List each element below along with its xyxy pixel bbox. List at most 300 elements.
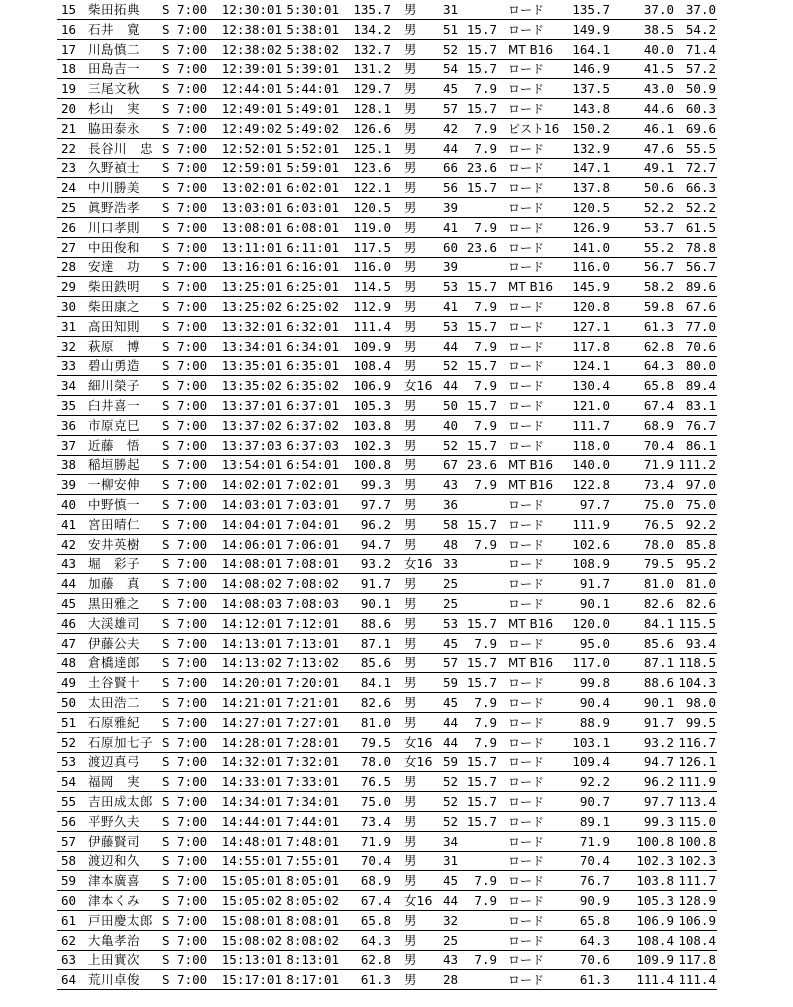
- finish-time: 12:52:01: [221, 140, 282, 156]
- finish-time: 14:12:01: [221, 615, 282, 631]
- handicap-value: 15.7: [466, 398, 497, 413]
- score-1: 55.2: [643, 239, 674, 255]
- finish-time: 15:13:01: [221, 952, 282, 968]
- score-1: 38.5: [643, 21, 674, 37]
- elapsed-time: 5:49:01: [286, 101, 339, 116]
- handicap-value: 7.9: [474, 477, 497, 493]
- age: 44: [443, 378, 459, 394]
- bike-type: ロード: [508, 418, 545, 433]
- start-time: S 7:00: [162, 398, 208, 413]
- elapsed-time: 5:59:01: [286, 160, 339, 176]
- start-time: S 7:00: [162, 318, 208, 334]
- score-2: 97.0: [685, 477, 716, 493]
- start-time: S 7:00: [162, 774, 208, 790]
- finish-time: 14:32:01: [221, 754, 282, 770]
- elapsed-time: 6:35:01: [286, 358, 339, 374]
- start-time: S 7:00: [162, 160, 208, 176]
- score-2: 93.4: [685, 635, 716, 651]
- score-1: 75.0: [643, 497, 674, 512]
- start-time: S 7:00: [162, 437, 208, 453]
- adjusted-value: 90.9: [579, 893, 610, 908]
- rider-name: 大渓雄司: [88, 615, 141, 631]
- bike-type: ロード: [508, 775, 545, 790]
- finish-time: 14:13:01: [221, 635, 282, 651]
- handicap-value: 15.7: [466, 358, 497, 374]
- handicap-value: 15.7: [466, 180, 497, 196]
- table-row: [0, 218, 793, 238]
- bike-type: ロード: [508, 339, 545, 354]
- bib-number: 30: [61, 299, 77, 314]
- rider-name: 眞野浩孝: [88, 200, 141, 215]
- rider-name: 渡辺和久: [88, 853, 141, 869]
- bike-type: ロード: [508, 319, 545, 334]
- bib-number: 50: [61, 695, 77, 710]
- score-1: 46.1: [643, 120, 674, 136]
- handicap-value: 15.7: [466, 437, 497, 453]
- score-2: 98.0: [685, 695, 716, 710]
- rider-name: 倉橋達郎: [88, 655, 141, 671]
- speed-value: 65.8: [360, 912, 391, 928]
- start-time: S 7:00: [162, 200, 208, 215]
- bike-type: ロード: [508, 438, 545, 453]
- adjusted-value: 150.2: [572, 120, 610, 136]
- age: 59: [443, 675, 459, 691]
- table-row: [0, 653, 793, 673]
- bike-type: ロード: [508, 894, 545, 908]
- age: 57: [443, 101, 459, 116]
- elapsed-time: 6:02:01: [286, 180, 339, 196]
- bike-type: MT B16: [508, 458, 553, 473]
- sex-class: 男: [404, 655, 417, 671]
- elapsed-time: 7:27:01: [286, 714, 339, 730]
- handicap-value: 23.6: [466, 457, 497, 473]
- age: 44: [443, 714, 459, 730]
- score-1: 93.2: [643, 734, 674, 750]
- score-2: 89.6: [685, 279, 716, 295]
- handicap-value: 7.9: [474, 219, 497, 235]
- score-1: 44.6: [643, 101, 674, 116]
- score-1: 41.5: [643, 61, 674, 77]
- speed-value: 129.7: [353, 81, 391, 97]
- age: 44: [443, 338, 459, 354]
- finish-time: 14:03:01: [221, 497, 282, 512]
- finish-time: 13:32:01: [221, 318, 282, 334]
- bike-type: ロード: [508, 854, 545, 869]
- rider-name: 一柳安伸: [88, 477, 141, 493]
- adjusted-value: 122.8: [572, 477, 610, 493]
- score-1: 84.1: [643, 615, 674, 631]
- sex-class: 男: [404, 338, 417, 354]
- finish-time: 14:44:01: [221, 813, 282, 829]
- speed-value: 116.0: [353, 259, 391, 275]
- handicap-value: 7.9: [474, 952, 497, 968]
- start-time: S 7:00: [162, 259, 208, 275]
- table-row: [0, 891, 793, 911]
- speed-value: 67.4: [360, 893, 391, 908]
- speed-value: 76.5: [360, 774, 391, 790]
- adjusted-value: 103.1: [572, 734, 610, 750]
- speed-value: 84.1: [360, 675, 391, 691]
- elapsed-time: 6:25:01: [286, 279, 339, 295]
- elapsed-time: 6:32:01: [286, 318, 339, 334]
- score-2: 61.5: [685, 219, 716, 235]
- sex-class: 男: [404, 477, 417, 493]
- adjusted-value: 91.7: [579, 576, 610, 592]
- bib-number: 62: [61, 932, 77, 948]
- adjusted-value: 132.9: [572, 140, 610, 156]
- adjusted-value: 130.4: [572, 378, 610, 394]
- elapsed-time: 7:55:01: [286, 853, 339, 869]
- finish-time: 14:20:01: [221, 675, 282, 691]
- bib-number: 63: [61, 952, 77, 968]
- elapsed-time: 5:38:01: [286, 21, 339, 37]
- start-time: S 7:00: [162, 813, 208, 829]
- bike-type: ロード: [508, 300, 545, 314]
- bib-number: 33: [61, 358, 77, 374]
- table-row: [0, 297, 793, 317]
- bib-number: 38: [61, 457, 77, 473]
- start-time: S 7:00: [162, 120, 208, 136]
- finish-time: 13:25:01: [221, 279, 282, 295]
- start-time: S 7:00: [162, 61, 208, 77]
- finish-time: 14:27:01: [221, 714, 282, 730]
- bike-type: ロード: [508, 973, 545, 988]
- adjusted-value: 120.8: [572, 299, 610, 314]
- rider-name: 柴田康之: [88, 299, 141, 314]
- adjusted-value: 117.8: [572, 338, 610, 354]
- sex-class: 男: [404, 635, 417, 651]
- age: 44: [443, 893, 459, 908]
- bike-type: ロード: [508, 220, 545, 235]
- bib-number: 37: [61, 437, 77, 453]
- bib-number: 28: [61, 259, 77, 275]
- handicap-value: 15.7: [466, 794, 497, 809]
- adjusted-value: 145.9: [572, 279, 610, 295]
- start-time: S 7:00: [162, 893, 208, 908]
- table-row: [0, 119, 793, 139]
- bike-type: ロード: [508, 3, 545, 17]
- age: 53: [443, 318, 459, 334]
- elapsed-time: 6:03:01: [286, 200, 339, 215]
- bike-type: MT B16: [508, 656, 553, 671]
- bib-number: 22: [61, 140, 77, 156]
- finish-time: 15:05:02: [221, 893, 282, 908]
- rider-name: 萩原 博: [88, 338, 141, 354]
- sex-class: 男: [404, 140, 417, 156]
- score-2: 72.7: [685, 160, 716, 176]
- rider-name: 石原雅紀: [88, 714, 141, 730]
- table-row: [0, 574, 793, 594]
- score-1: 43.0: [643, 81, 674, 97]
- handicap-value: 15.7: [466, 615, 497, 631]
- handicap-value: 7.9: [474, 81, 497, 97]
- score-2: 54.2: [685, 21, 716, 37]
- rider-name: 荒川卓俊: [88, 972, 141, 988]
- bib-number: 61: [61, 912, 77, 928]
- score-1: 85.6: [643, 635, 674, 651]
- finish-time: 14:06:01: [221, 536, 282, 552]
- speed-value: 64.3: [360, 932, 391, 948]
- finish-time: 13:54:01: [221, 457, 282, 473]
- finish-time: 13:37:01: [221, 398, 282, 413]
- bike-type: ロード: [508, 696, 545, 710]
- score-2: 71.4: [685, 41, 716, 57]
- adjusted-value: 117.0: [572, 655, 610, 671]
- bib-number: 52: [61, 734, 77, 750]
- finish-time: 12:38:01: [221, 21, 282, 37]
- age: 48: [443, 536, 459, 552]
- start-time: S 7:00: [162, 536, 208, 552]
- rider-name: 安井英樹: [88, 536, 141, 552]
- finish-time: 14:33:01: [221, 774, 282, 790]
- elapsed-time: 5:44:01: [286, 81, 339, 97]
- score-1: 53.7: [643, 219, 674, 235]
- speed-value: 85.6: [360, 655, 391, 671]
- bike-type: ロード: [508, 597, 545, 611]
- adjusted-value: 90.7: [579, 794, 610, 809]
- bib-number: 34: [61, 378, 77, 394]
- elapsed-time: 7:03:01: [286, 497, 339, 512]
- bike-type: ロード: [508, 577, 545, 592]
- table-row: [0, 970, 793, 990]
- sex-class: 男: [404, 239, 417, 255]
- elapsed-time: 6:25:02: [286, 299, 339, 314]
- sex-class: 男: [404, 180, 417, 196]
- elapsed-time: 7:08:03: [286, 596, 339, 611]
- score-2: 116.7: [678, 734, 716, 750]
- speed-value: 62.8: [360, 952, 391, 968]
- speed-value: 102.3: [353, 437, 391, 453]
- score-2: 56.7: [685, 259, 716, 275]
- age: 59: [443, 754, 459, 770]
- finish-time: 14:55:01: [221, 853, 282, 869]
- start-time: S 7:00: [162, 714, 208, 730]
- speed-value: 134.2: [353, 21, 391, 37]
- bib-number: 44: [61, 576, 77, 592]
- score-2: 106.9: [678, 912, 716, 928]
- sex-class: 男: [404, 675, 417, 691]
- adjusted-value: 164.1: [572, 41, 610, 57]
- table-row: [0, 99, 793, 119]
- score-1: 64.3: [643, 358, 674, 374]
- sex-class: 男: [404, 41, 417, 57]
- bib-number: 56: [61, 813, 77, 829]
- speed-value: 108.4: [353, 358, 391, 374]
- sex-class: 男: [404, 2, 417, 17]
- rider-name: 伊藤公夫: [88, 635, 141, 651]
- start-time: S 7:00: [162, 378, 208, 394]
- score-1: 111.4: [636, 972, 674, 988]
- handicap-value: 15.7: [466, 813, 497, 829]
- start-time: S 7:00: [162, 279, 208, 295]
- table-row: [0, 554, 793, 574]
- bike-type: MT B16: [508, 280, 553, 295]
- finish-time: 13:37:03: [221, 437, 282, 453]
- start-time: S 7:00: [162, 635, 208, 651]
- bike-type: ロード: [508, 498, 545, 512]
- start-time: S 7:00: [162, 21, 208, 37]
- bib-number: 27: [61, 239, 77, 255]
- elapsed-time: 7:06:01: [286, 536, 339, 552]
- speed-value: 125.1: [353, 140, 391, 156]
- finish-time: 12:59:01: [221, 160, 282, 176]
- score-1: 88.6: [643, 675, 674, 691]
- age: 40: [443, 417, 459, 433]
- table-row: [0, 871, 793, 891]
- speed-value: 82.6: [360, 695, 391, 710]
- table-row: [0, 594, 793, 614]
- speed-value: 70.4: [360, 853, 391, 869]
- table-row: [0, 792, 793, 812]
- speed-value: 132.7: [353, 41, 391, 57]
- elapsed-time: 5:49:02: [286, 120, 339, 136]
- table-row: [0, 416, 793, 436]
- handicap-value: 15.7: [466, 21, 497, 37]
- rider-name: 碧山勇造: [88, 358, 141, 374]
- adjusted-value: 108.9: [572, 556, 610, 572]
- score-1: 61.3: [643, 318, 674, 334]
- bib-number: 21: [61, 120, 77, 136]
- table-row: [0, 238, 793, 258]
- speed-value: 79.5: [360, 734, 391, 750]
- handicap-value: 7.9: [474, 893, 497, 908]
- adjusted-value: 111.9: [572, 516, 610, 532]
- adjusted-value: 127.1: [572, 318, 610, 334]
- rider-name: 堀 彩子: [88, 556, 141, 572]
- start-time: S 7:00: [162, 338, 208, 354]
- speed-value: 99.3: [360, 477, 391, 493]
- bike-type: ロード: [508, 814, 545, 829]
- bib-number: 36: [61, 417, 77, 433]
- sex-class: 男: [404, 417, 417, 433]
- rider-name: 戸田慶太郎: [88, 912, 154, 928]
- handicap-value: 7.9: [474, 536, 497, 552]
- bike-type: ロード: [508, 379, 545, 394]
- elapsed-time: 8:05:02: [286, 893, 339, 908]
- table-row: [0, 693, 793, 713]
- adjusted-value: 90.1: [579, 596, 610, 611]
- sex-class: 男: [404, 516, 417, 532]
- start-time: S 7:00: [162, 952, 208, 968]
- score-2: 113.4: [678, 794, 716, 809]
- adjusted-value: 140.0: [572, 457, 610, 473]
- bike-type: ロード: [508, 517, 545, 532]
- bib-number: 43: [61, 556, 77, 572]
- start-time: S 7:00: [162, 932, 208, 948]
- score-1: 49.1: [643, 160, 674, 176]
- rider-name: 細川榮子: [88, 378, 141, 394]
- speed-value: 87.1: [360, 635, 391, 651]
- bib-number: 54: [61, 774, 77, 790]
- bike-type: ロード: [508, 795, 545, 809]
- rider-name: 吉田成太郎: [88, 794, 154, 809]
- handicap-value: 7.9: [474, 338, 497, 354]
- bib-number: 59: [61, 873, 77, 889]
- start-time: S 7:00: [162, 417, 208, 433]
- sex-class: 男: [404, 61, 417, 77]
- rider-name: 高田知則: [88, 318, 141, 334]
- sex-class: 男: [404, 952, 417, 968]
- score-2: 70.6: [685, 338, 716, 354]
- table-row: [0, 673, 793, 693]
- speed-value: 119.0: [353, 219, 391, 235]
- adjusted-value: 92.2: [579, 774, 610, 790]
- sex-class: 男: [404, 873, 417, 889]
- rider-name: 平野久夫: [88, 813, 141, 829]
- speed-value: 122.1: [353, 180, 391, 196]
- bike-type: ロード: [508, 557, 545, 572]
- handicap-value: 15.7: [466, 516, 497, 532]
- bike-type: ロード: [508, 953, 545, 968]
- sex-class: 男: [404, 932, 417, 948]
- table-row: [0, 277, 793, 297]
- score-2: 69.6: [685, 120, 716, 136]
- score-1: 96.2: [643, 774, 674, 790]
- rider-name: 土谷賢十: [88, 675, 141, 691]
- speed-value: 75.0: [360, 794, 391, 809]
- elapsed-time: 8:13:01: [286, 952, 339, 968]
- age: 36: [443, 497, 459, 512]
- start-time: S 7:00: [162, 912, 208, 928]
- rider-name: 中田俊和: [88, 239, 141, 255]
- bib-number: 15: [61, 2, 77, 17]
- elapsed-time: 5:38:02: [286, 41, 339, 57]
- score-1: 81.0: [643, 576, 674, 592]
- adjusted-value: 120.5: [572, 200, 610, 215]
- score-1: 65.8: [643, 378, 674, 394]
- bike-type: ロード: [508, 834, 545, 849]
- handicap-value: 15.7: [466, 774, 497, 790]
- bib-number: 49: [61, 675, 77, 691]
- score-1: 71.9: [643, 457, 674, 473]
- age: 39: [443, 200, 459, 215]
- sex-class: 男: [404, 457, 417, 473]
- age: 45: [443, 81, 459, 97]
- sex-class: 男: [404, 200, 417, 215]
- score-2: 76.7: [685, 417, 716, 433]
- bike-type: ロード: [508, 161, 545, 176]
- score-1: 97.7: [643, 794, 674, 809]
- elapsed-time: 7:34:01: [286, 794, 339, 809]
- table-row: [0, 634, 793, 654]
- sex-class: 男: [404, 813, 417, 829]
- score-1: 70.4: [643, 437, 674, 453]
- adjusted-value: 141.0: [572, 239, 610, 255]
- age: 25: [443, 932, 459, 948]
- elapsed-time: 6:37:01: [286, 398, 339, 413]
- sex-class: 男: [404, 853, 417, 869]
- score-2: 95.2: [685, 556, 716, 572]
- age: 39: [443, 259, 459, 275]
- handicap-value: 15.7: [466, 101, 497, 116]
- sex-class: 男: [404, 279, 417, 295]
- rider-name: 近藤 悟: [88, 437, 141, 453]
- adjusted-value: 118.0: [572, 437, 610, 453]
- elapsed-time: 7:32:01: [286, 754, 339, 770]
- score-2: 111.2: [678, 457, 716, 473]
- elapsed-time: 7:28:01: [286, 734, 339, 750]
- elapsed-time: 7:08:02: [286, 576, 339, 592]
- sex-class: 男: [404, 358, 417, 374]
- score-2: 128.9: [678, 893, 716, 908]
- speed-value: 88.6: [360, 615, 391, 631]
- table-row: [0, 950, 793, 970]
- bike-type: ロード: [508, 201, 545, 215]
- bib-number: 51: [61, 714, 77, 730]
- sex-class: 男: [404, 774, 417, 790]
- sex-class: 男: [404, 219, 417, 235]
- score-2: 55.5: [685, 140, 716, 156]
